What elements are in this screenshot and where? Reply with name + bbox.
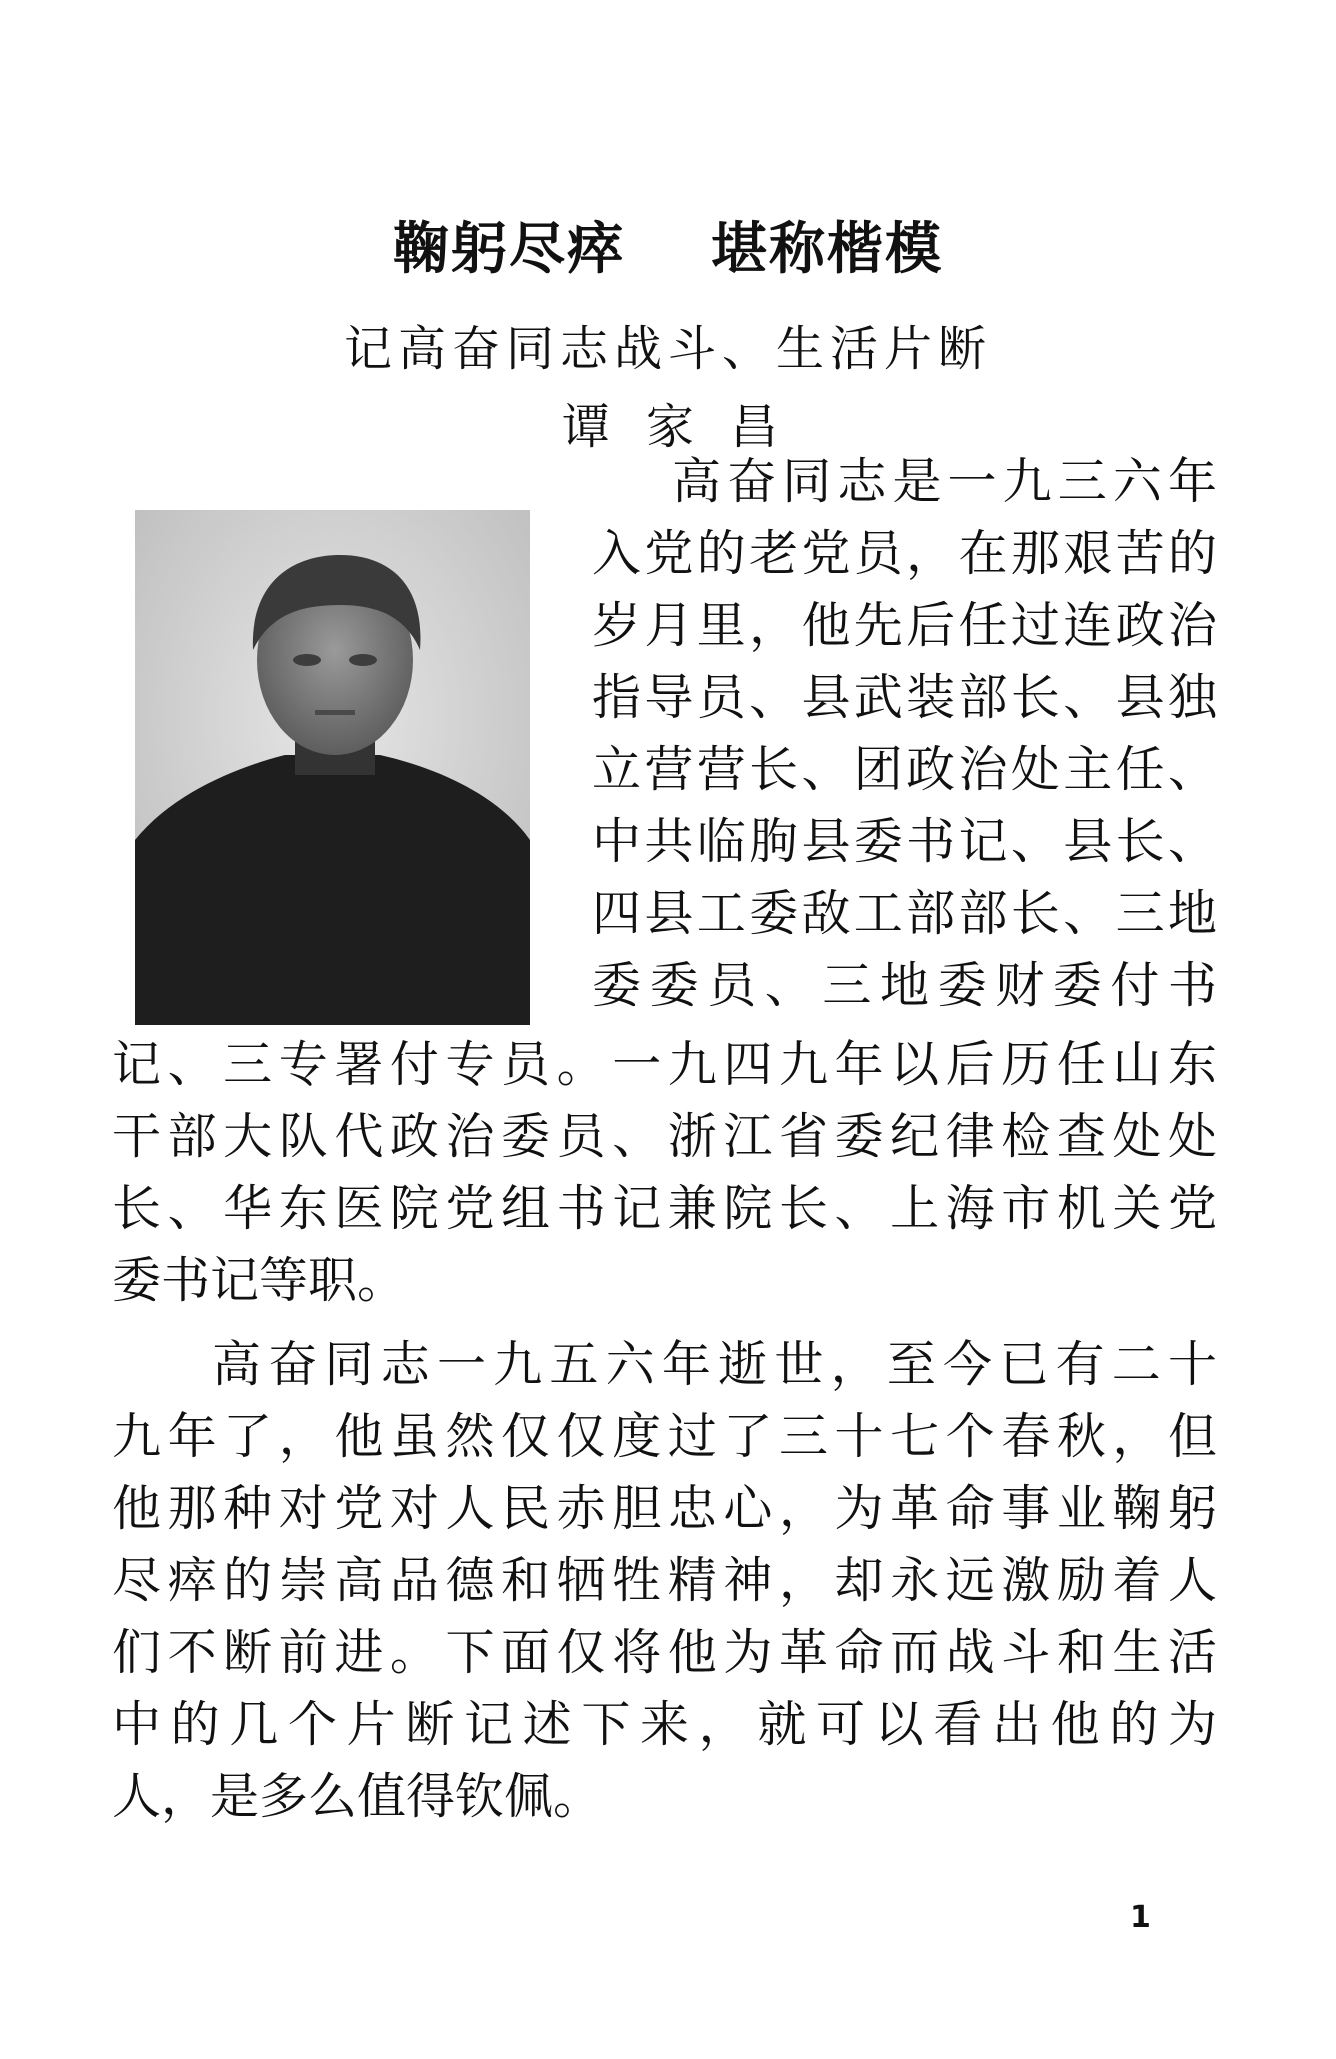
- paragraph-1-line-4: 指导员、县武装部长、县独: [592, 669, 1217, 726]
- paragraph-1-line-7: 四县工委敌工部部长、三地: [592, 885, 1217, 942]
- paragraph-1-line-12: 委书记等职。: [112, 1252, 407, 1309]
- paragraph-1-line-8: 委委员、三地委财委付书: [592, 957, 1217, 1014]
- author-name: 谭家昌: [561, 399, 814, 455]
- paragraph-2-line-3: 他那种对党对人民赤胆忠心，为革命事业鞠躬: [112, 1480, 1217, 1537]
- article-subtitle: 记高奋同志战斗、生活片断: [343, 321, 992, 377]
- paragraph-1-line-1: 高奋同志是一九三六年: [672, 453, 1217, 510]
- portrait-photo-icon: [135, 510, 530, 1025]
- paragraph-2-line-1: 高奋同志一九五六年逝世，至今已有二十: [212, 1336, 1217, 1393]
- paragraph-1-line-9: 记、三专署付专员。一九四九年以后历任山东: [112, 1036, 1217, 1093]
- paragraph-2-line-7: 人，是多么值得钦佩。: [112, 1768, 603, 1825]
- paragraph-2-line-4: 尽瘁的崇高品德和牺牲精神，却永远激励着人: [112, 1552, 1217, 1609]
- paragraph-2-line-2: 九年了，他虽然仅仅度过了三十七个春秋，但: [112, 1408, 1217, 1465]
- page-number: 1: [1130, 1900, 1151, 1935]
- paragraph-1-line-11: 长、华东医院党组书记兼院长、上海市机关党: [112, 1180, 1217, 1237]
- paragraph-1-line-2: 入党的老党员，在那艰苦的: [592, 525, 1217, 582]
- paragraph-2-line-6: 中的几个片断记述下来，就可以看出他的为: [112, 1696, 1217, 1753]
- paragraph-1-line-5: 立营营长、团政治处主任、: [592, 741, 1217, 798]
- paragraph-1-line-6: 中共临朐县委书记、县长、: [592, 813, 1217, 870]
- article-title: 鞠躬尽瘁 堪称楷模: [393, 217, 943, 282]
- paragraph-2-line-5: 们不断前进。下面仅将他为革命而战斗和生活: [112, 1624, 1217, 1681]
- portrait-photo: [135, 510, 530, 1025]
- paragraph-1-line-10: 干部大队代政治委员、浙江省委纪律检查处处: [112, 1108, 1217, 1165]
- paragraph-1-line-3: 岁月里，他先后任过连政治: [592, 597, 1217, 654]
